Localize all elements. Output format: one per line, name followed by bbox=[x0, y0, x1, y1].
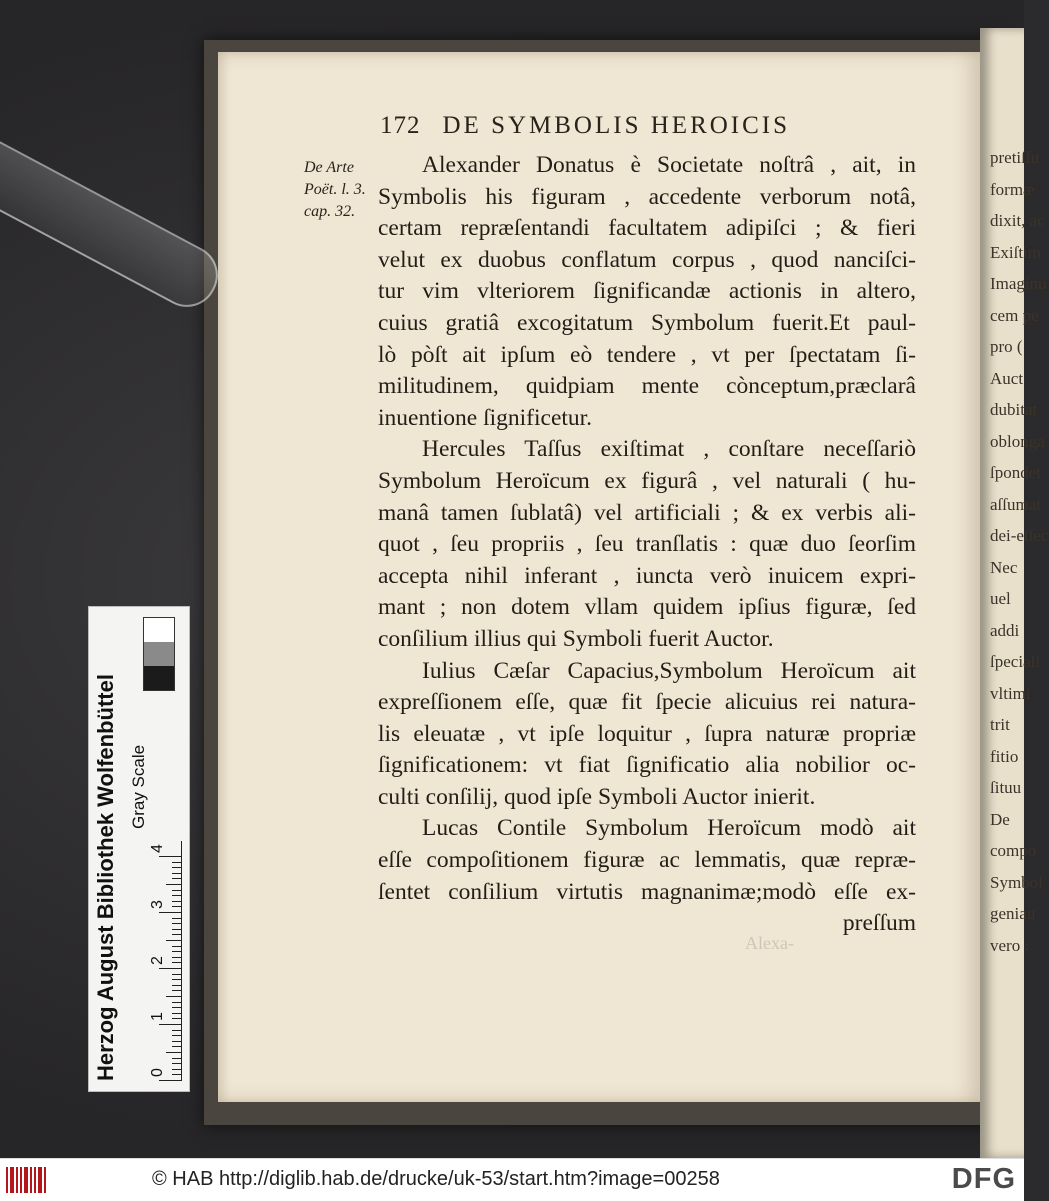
text-line: conſilium illius qui Symboli fuerit Auctor. bbox=[378, 625, 774, 652]
ruler-tick bbox=[159, 968, 181, 969]
ruler-tick bbox=[172, 862, 181, 863]
ruler-tick bbox=[172, 901, 181, 902]
ruler-tick bbox=[166, 1052, 181, 1053]
facing-page-fragment: dubitat bbox=[990, 400, 1038, 419]
facing-page-fragment: Auct bbox=[990, 368, 1024, 388]
ruler-scale bbox=[151, 841, 182, 1081]
ruler-tick bbox=[172, 1030, 181, 1031]
ruler-number: 1 bbox=[149, 1012, 166, 1021]
text-line: accepta nihil inferant , iuncta verò inuicem expri- bbox=[378, 562, 916, 589]
ruler-tick bbox=[172, 878, 181, 879]
ruler-tick bbox=[159, 912, 181, 913]
text-line: expreſſionem eſſe, quæ fit ſpecie alicuius rei natura- bbox=[378, 689, 916, 716]
text-line: preſſum bbox=[842, 910, 916, 937]
facing-page-fragment: oblonga bbox=[990, 431, 1045, 451]
ruler-tick bbox=[172, 1063, 181, 1064]
footer-credit: © HAB http://diglib.hab.de/drucke/uk-53/start.htm?image=00258 bbox=[152, 1168, 720, 1190]
ruler-tick bbox=[172, 867, 181, 868]
ruler-title: Herzog August Bibliothek Wolfenbüttel bbox=[93, 674, 118, 1081]
body-text bbox=[378, 150, 916, 940]
facing-page-fragment: vltimi bbox=[990, 683, 1031, 703]
margin-note-line: Poët. l. 3. bbox=[304, 181, 366, 198]
facing-page-fragment: ſpondet bbox=[990, 463, 1041, 482]
ruler-tick bbox=[172, 957, 181, 958]
ruler-tick bbox=[172, 1002, 181, 1003]
dfg-logo: DFG bbox=[951, 1163, 1016, 1195]
text-line: quot , ſeu propriis , ſeu tranſlatis : quæ duo ſeorſim bbox=[378, 531, 916, 558]
footer-bar bbox=[0, 1158, 1024, 1201]
ruler-tick bbox=[172, 1035, 181, 1036]
facing-page-fragment: Nec bbox=[990, 557, 1018, 577]
facing-page-fragment: Symbol bbox=[990, 872, 1043, 892]
facing-page-fragment: cem pe bbox=[990, 305, 1039, 325]
facing-page-fragment: ſpeciali bbox=[990, 652, 1041, 671]
ruler-tick bbox=[172, 906, 181, 907]
text-line: lò pòſt ait ipſum eò tendere , vt per ſpectatam ſi- bbox=[378, 341, 916, 368]
margin-note-line: cap. 32. bbox=[304, 203, 356, 220]
text-line: Symbolis his figuram , accedente verborum notâ, bbox=[378, 183, 916, 210]
ruler-tick bbox=[172, 990, 181, 991]
ruler-tick bbox=[172, 1013, 181, 1014]
margin-note bbox=[304, 157, 376, 223]
text-line: lis eleuatæ , vt ipſe loquitur , ſupra naturæ propriæ bbox=[378, 720, 916, 747]
facing-page-fragment: addi bbox=[990, 620, 1020, 640]
ruler-tick bbox=[166, 884, 181, 885]
text-line: Symbolum Heroïcum ex figurâ , vel naturali ( hu- bbox=[378, 467, 916, 494]
facing-page-fragment: ſituu bbox=[990, 778, 1022, 797]
ruler-tick bbox=[172, 951, 181, 952]
ruler-tick bbox=[172, 890, 181, 891]
ruler-tick bbox=[172, 934, 181, 935]
margin-note-line: De Arte bbox=[304, 159, 354, 176]
facing-page-fragment: uel bbox=[990, 589, 1011, 608]
facing-page-fragment: Exiſtim bbox=[990, 242, 1041, 262]
ruler-tick bbox=[172, 873, 181, 874]
ruler-number: 0 bbox=[149, 1068, 166, 1077]
hab-barcode-icon bbox=[6, 1167, 46, 1193]
facing-page-fragment: geniau bbox=[990, 904, 1036, 923]
ruler-tick bbox=[172, 1046, 181, 1047]
facing-page-fragment: vero : bbox=[990, 935, 1030, 955]
ruler-tick bbox=[172, 1069, 181, 1070]
facing-page-fragment: fitio bbox=[990, 746, 1019, 766]
facing-page-fragment: pretiſſu bbox=[990, 148, 1040, 167]
text-line: certam repræſentandi facultatem adipiſci ; & fieri bbox=[378, 215, 916, 242]
bleed-through-text: Alexa- bbox=[745, 933, 794, 953]
ruler-tick bbox=[159, 1080, 181, 1081]
ruler-tick bbox=[172, 1018, 181, 1019]
running-head bbox=[380, 112, 900, 140]
facing-page-fragment: formæ bbox=[990, 179, 1035, 199]
facing-page-edge bbox=[980, 28, 1049, 1158]
gray-scale-label: Gray Scale bbox=[129, 744, 148, 829]
facing-page-fragment: trit bbox=[990, 715, 1010, 734]
facing-page-fragment: aſſumat bbox=[990, 494, 1041, 514]
ruler-tick bbox=[172, 985, 181, 986]
ruler-tick bbox=[166, 940, 181, 941]
ruler-number: 3 bbox=[149, 900, 166, 909]
text-line: ſentet conſilium virtutis magnanimæ;modò eſſe ex- bbox=[378, 878, 916, 905]
ruler-tick bbox=[172, 974, 181, 975]
text-line: Hercules Taſſus exiſtimat , conſtare neceſſariò bbox=[422, 436, 916, 463]
ruler-tick bbox=[172, 946, 181, 947]
facing-page-fragment: dixit, ac bbox=[990, 211, 1045, 230]
ruler-tick bbox=[172, 1074, 181, 1075]
glass-strip bbox=[0, 120, 228, 317]
gray-swatches bbox=[143, 617, 175, 691]
ruler-tick bbox=[172, 1007, 181, 1008]
ruler-tick bbox=[172, 1041, 181, 1042]
facing-page-fragment: compo bbox=[990, 841, 1037, 860]
ruler-tick bbox=[159, 1024, 181, 1025]
text-line: velut ex duobus conflatum corpus , quod nanciſci- bbox=[378, 246, 916, 273]
text-line: Iulius Cæſar Capacius,Symbolum Heroïcum ait bbox=[422, 657, 916, 684]
color-ruler-card bbox=[88, 606, 190, 1092]
facing-page-fragment: Imaginu bbox=[990, 274, 1047, 293]
text-line: Alexander Donatus è Societate noſtrâ , ait, in bbox=[422, 152, 916, 178]
ruler-tick bbox=[159, 856, 181, 857]
ruler-number: 4 bbox=[149, 844, 166, 853]
facing-page-fragment: dei-eſſec bbox=[990, 526, 1049, 545]
ruler-tick bbox=[172, 929, 181, 930]
page-number: 172 bbox=[380, 112, 421, 139]
text-line: cuius gratiâ excogitatum Symbolum fuerit.Et paul- bbox=[378, 309, 916, 336]
text-line: militudinem, quidpiam mente cònceptum,præclarâ bbox=[378, 373, 916, 400]
facing-page-fragment: pro ( bbox=[990, 337, 1023, 356]
text-line: eſſe compoſitionem figuræ ac lemmatis, quæ repræ- bbox=[378, 847, 916, 874]
ruler-tick bbox=[172, 918, 181, 919]
text-line: inuentione ſignificetur. bbox=[378, 404, 593, 431]
text-line: tur vim vlteriorem ſignificandæ actionis in altero, bbox=[378, 278, 916, 305]
text-line: manâ tamen ſublatâ) vel artificiali ; & ex verbis ali- bbox=[378, 499, 916, 526]
ruler-tick bbox=[172, 1058, 181, 1059]
ruler-tick bbox=[172, 895, 181, 896]
ruler-tick bbox=[172, 979, 181, 980]
ruler-tick bbox=[172, 923, 181, 924]
ruler-tick bbox=[172, 962, 181, 963]
running-title: DE SYMBOLIS HEROICIS bbox=[442, 112, 791, 139]
ruler-tick bbox=[166, 996, 181, 997]
text-line: culti conſilij, quod ipſe Symboli Auctor inierit. bbox=[378, 783, 816, 810]
text-line: mant ; non dotem vllam quidem ipſius figuræ, ſed bbox=[378, 594, 916, 621]
facing-page-fragment: De bbox=[990, 809, 1010, 829]
ruler-number: 2 bbox=[149, 956, 166, 965]
text-line: ſignificationem: vt fiat ſignificatio alia nobilior oc- bbox=[378, 752, 916, 779]
text-line: Lucas Contile Symbolum Heroïcum modò ait bbox=[422, 815, 916, 842]
